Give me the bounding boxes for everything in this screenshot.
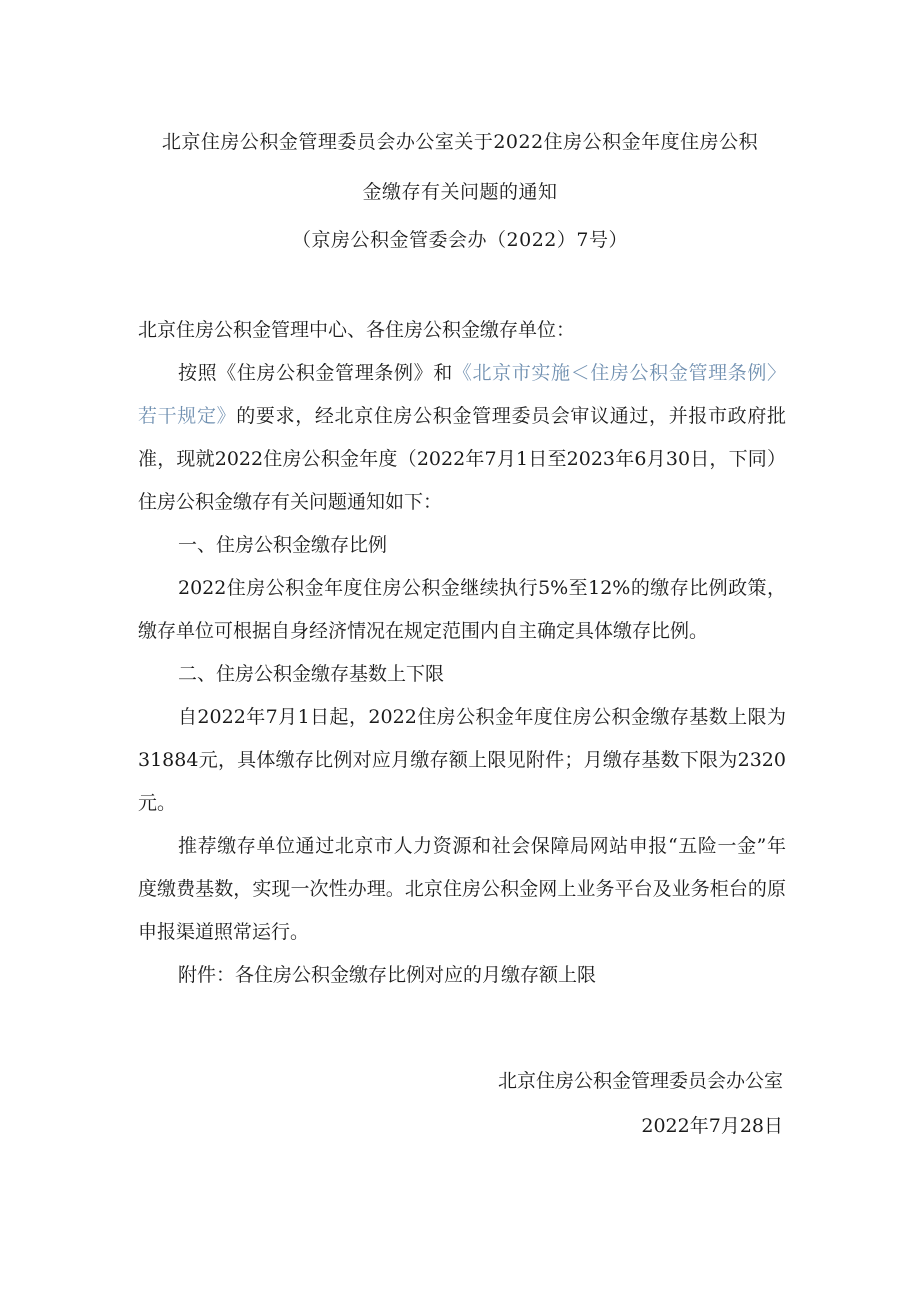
document-title-line-2: 金缴存有关问题的通知 (362, 181, 558, 203)
intro-paragraph (138, 352, 786, 524)
section-heading-1: 一、住房公积金缴存比例 (178, 534, 388, 556)
regulation-link[interactable]: 《北京市实施＜住房公积金管理条例〉若干规定》 (138, 362, 786, 427)
salutation: 北京住房公积金管理中心、各住房公积金缴存单位： (138, 319, 576, 341)
document-title-line-1: 北京住房公积金管理委员会办公室关于2022住房公积金年度住房公积 (161, 131, 759, 153)
section-2-paragraph-1: 自2022年7月1日起，2022住房公积金年度住房公积金缴存基数上限为31884元，具体缴存比例对应月缴存额上限见附件；月缴存基数下限为2320元。 (138, 706, 786, 814)
section-2-paragraph-2: 推荐缴存单位通过北京市人力资源和社会保障局网站申报“五险一金”年度缴费基数，实现一次性办理。北京住房公积金网上业务平台及业务柜台的原申报渠道照常运行。 (138, 835, 786, 943)
section-1-paragraph: 2022住房公积金年度住房公积金继续执行5%至12%的缴存比例政策，缴存单位可根据自身经济情况在规定范围内自主确定具体缴存比例。 (138, 577, 786, 642)
intro-prefix: 按照《住房公积金管理条例》和 (178, 362, 453, 384)
attachment-note: 附件：各住房公积金缴存比例对应的月缴存额上限 (178, 964, 597, 986)
document-body (138, 309, 786, 997)
intro-suffix: 的要求，经北京住房公积金管理委员会审议通过，并报市政府批准，现就2022住房公积金年度（2022年7月1日至2023年6月30日，下同）住房公积金缴存有关问题通知如下： (138, 405, 786, 513)
document-number: （京房公积金管委会办（2022）7号） (292, 229, 628, 251)
issue-date: 2022年7月28日 (641, 1115, 783, 1137)
issuer-signature: 北京住房公积金管理委员会办公室 (497, 1070, 783, 1092)
section-heading-2: 二、住房公积金缴存基数上下限 (178, 663, 445, 685)
